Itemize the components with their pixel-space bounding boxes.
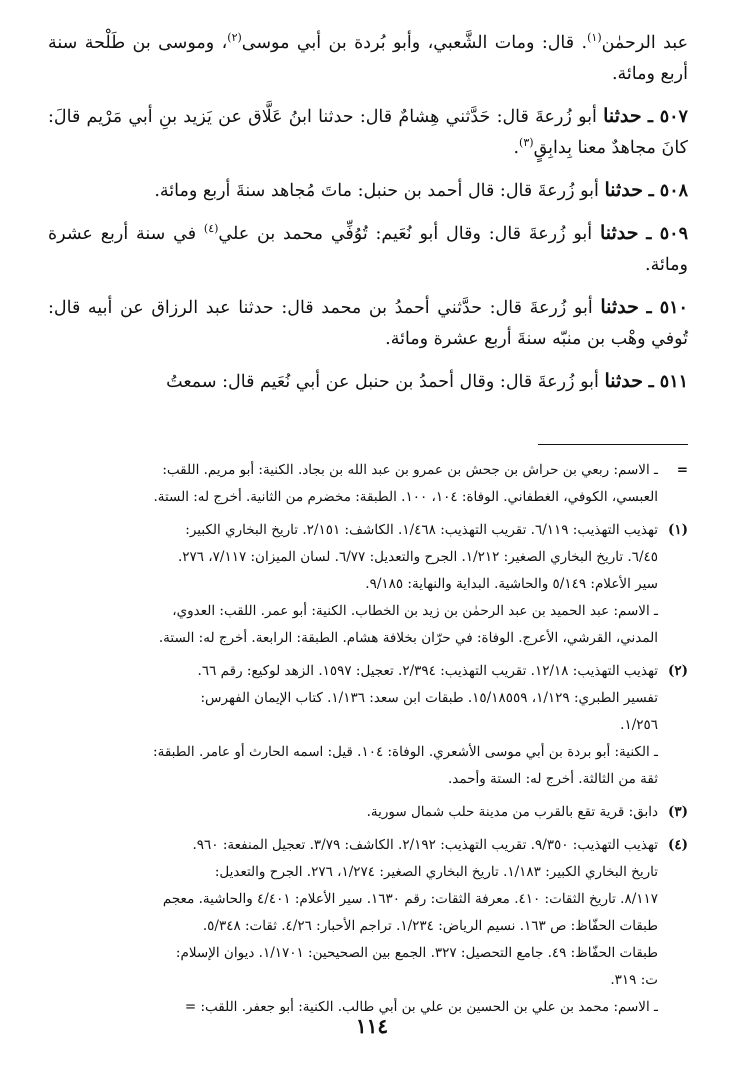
footnote-marker: (١) [667, 522, 688, 538]
footnote-body [48, 832, 658, 994]
footnote-line: ٦/٤٥. تاريخ البخاري الصغير: ١/٢١٢. الجرح والتعديل: ٦/٧٧. لسان الميزان: ٧/١١٧، ٢٧٦. [177, 549, 658, 565]
footnote-separator [538, 444, 688, 445]
haddathana-word: حدثنا [604, 179, 643, 201]
footnote-line: ثقة من الثالثة. أخرج له: الستة وأحمد. [447, 771, 658, 787]
footnote-row [48, 457, 688, 511]
text: في سنة أربع عشرة ومائة. [48, 224, 688, 275]
footnote-line: ـ الكنية: أبو بردة بن أبي موسى الأشعري. الوفاة: ١٠٤. قيل: اسمه الحارث أو عامر. الطبقة: [153, 744, 658, 760]
footnote-line: تهذيب التهذيب: ٩/٣٥٠. تقريب التهذيب: ٢/١٩٢. الكاشف: ٣/٧٩. تعجيل المنفعة: ٩٦٠. [192, 837, 658, 853]
footnote-line: سير الأعلام: ٥/١٤٩ والحاشية. البداية والنهاية: ٩/١٨٥. [365, 576, 658, 592]
footnote-line: تاريخ البخاري الكبير: ١/١٨٣. تاريخ البخاري الصغير: ١/٢٧٤، ٢٧٦. الجرح والتعديل: [214, 864, 658, 880]
text: . قال: ومات الشَّعبي، وأبو بُردة بن أبي موسى [241, 33, 588, 53]
footnote-body [48, 799, 658, 826]
hadith-text: أبو زُرعةَ قال: وقال أبو نُعَيم: تُوُفِّي محمد بن علي [218, 224, 593, 244]
footnote-line: المدني، القرشي، الأعرج. الوفاة: في حرّان بخلافة هشام. الطبقة: الرابعة. أخرج له: الستة. [158, 630, 658, 646]
footnote-ref-1[interactable]: (١) [587, 31, 602, 45]
paragraph-continuation [48, 28, 688, 90]
hadith-text: أبو زُرعةَ قال: حَدَّثني هِشامٌ قال: حدثنا ابنُ عَلَّاق عن يَزيد بنِ أبي مَرْيم قالَ: كانَ مجاهدٌ معنا بِدابِقٍ [48, 107, 688, 158]
hadith-number: ٥١١ ـ [648, 372, 688, 392]
footnote-line: طبقات الحفّاظ: ٤٩. جامع التحصيل: ٣٢٧. الجمع بين الصحيحين: ١/١٧٠١. ديوان الإسلام: [175, 945, 658, 961]
footnote-1 [48, 517, 688, 652]
footnote-row [48, 658, 688, 739]
haddathana-word: حدثنا [603, 105, 642, 127]
main-text [48, 28, 688, 398]
footnote-marker: (٢) [667, 663, 688, 679]
hadith-text: أبو زُرعةَ قال: قال أحمد بن حنبل: ماتَ مُجاهد سنةَ أربع ومائة. [154, 181, 599, 201]
hadith-508 [48, 175, 688, 207]
footnotes [48, 457, 688, 1021]
footnote-ref-3[interactable]: (٣) [519, 136, 534, 150]
hadith-text: أبو زُرعةَ قال: وقال أحمدُ بن حنبل عن أبي نُعَيم قال: سمعتُ [166, 372, 599, 392]
hadith-number: ٥٠٧ ـ [647, 107, 688, 127]
text: ، وموسى بن طَلْحة سنة أربع ومائة. [48, 33, 688, 84]
footnote-ref-2[interactable]: (٢) [227, 31, 242, 45]
page-number: ١١٤ [355, 1014, 389, 1038]
footnote-2 [48, 658, 688, 793]
haddathana-word: حدثنا [604, 370, 643, 392]
footnote-3 [48, 799, 688, 826]
footnote-marker: (٣) [667, 804, 688, 820]
hadith-510 [48, 292, 688, 355]
footnote-line: ٨/١١٧. تاريخ الثقات: ٤١٠. معرفة الثقات: رقم ١٦٣٠. سير الأعلام: ٤/٤٠١ والحاشية. معجم [162, 891, 658, 907]
footnote-line: ـ الاسم: عبد الحميد بن عبد الرحمٰن بن زيد بن الخطاب. الكنية: أبو عمر. اللقب: العدوي، [172, 603, 658, 619]
footnote-line: ـ الاسم: محمد بن علي بن الحسين بن علي بن أبي طالب. الكنية: أبو جعفر. اللقب: = [184, 999, 658, 1015]
hadith-511 [48, 366, 688, 398]
footnote-extra [48, 739, 688, 793]
footnote-line: تهذيب التهذيب: ٦/١١٩. تقريب التهذيب: ١/٤٦٨. الكاشف: ٢/١٥١. تاريخ البخاري الكبير: [185, 522, 658, 538]
footnote-line: دابق: قرية تقع بالقرب من مدينة حلب شمال سورية. [366, 804, 658, 820]
footnote-marker: (٤) [667, 837, 688, 853]
hadith-text: أبو زُرعةَ قال: حدَّثني أحمدُ بن محمد قال: حدثنا عبد الرزاق عن أبيه قال: تُوفي وهْب بن منبّه سنةَ أربع عشرة ومائة. [48, 298, 688, 349]
footnote-line: طبقات الحفّاظ: ص ١٦٣. نسيم الرياض: ١/٢٣٤. تراجم الأحبار: ٤/٢٦. ثقات: ٥/٣٤٨. [202, 918, 658, 934]
footnote-continuation [48, 457, 688, 511]
footnote-ref-4[interactable]: (٤) [203, 222, 219, 236]
footnote-line: العبسي، الكوفي، الغطفاني. الوفاة: ١٠٤، ١٠٠. الطبقة: مخضرم من الثانية. أخرج له: الستة. [153, 489, 658, 505]
haddathana-word: حدثنا [599, 222, 639, 244]
footnote-line: ت: ٣١٩. [610, 972, 658, 988]
footnote-extra [48, 598, 688, 652]
footnote-line: ١/٢٥٦. [620, 717, 658, 733]
footnote-body [48, 658, 658, 739]
footnote-body [48, 517, 658, 598]
hadith-number: ٥٠٨ ـ [648, 181, 688, 201]
footnote-row [48, 799, 688, 826]
footnote-line: تهذيب التهذيب: ١٢/١٨. تقريب التهذيب: ٢/٣٩٤. تعجيل: ١٥٩٧. الزهد لوكيع: رقم ٦٦. [197, 663, 658, 679]
footnote-line: تفسير الطبري: ١/١٢٩، ١٥/١٨٥٥٩. طبقات ابن سعد: ١/١٣٦. كتاب الإيمان الفهرس: [200, 690, 658, 706]
footnote-row [48, 832, 688, 994]
footnote-line: ـ الاسم: ربعي بن حراش بن جحش بن عمرو بن عبد الله بن بجاد. الكنية: أبو مريم. اللقب: [162, 462, 658, 478]
footnote-row [48, 517, 688, 598]
hadith-number: ٥١٠ ـ [646, 298, 688, 318]
footnote-body [48, 457, 658, 511]
hadith-number: ٥٠٩ ـ [646, 224, 688, 244]
continuation-marker: = [676, 462, 688, 478]
text: . [513, 138, 520, 158]
haddathana-word: حدثنا [600, 296, 639, 318]
page [48, 28, 688, 1027]
hadith-509 [48, 218, 688, 281]
text: عبد الرحمٰن [601, 33, 689, 53]
hadith-507 [48, 101, 688, 164]
footnote-4 [48, 832, 688, 1021]
